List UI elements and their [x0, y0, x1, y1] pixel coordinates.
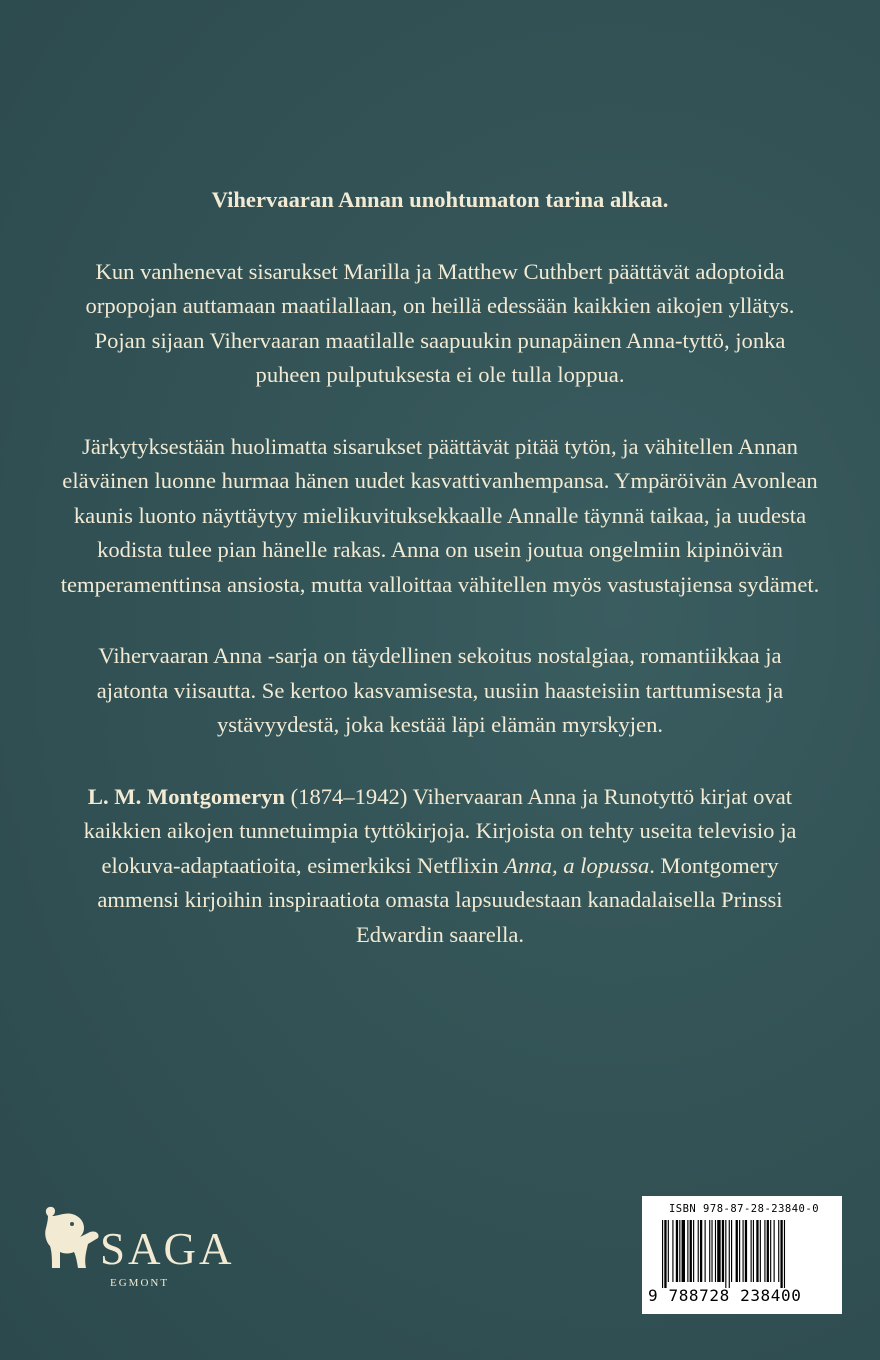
- isbn-label: ISBN 978-87-28-23840-0: [668, 1203, 820, 1215]
- adaptation-title: Anna, a lopussa: [504, 852, 650, 878]
- publisher-logo: [40, 1202, 240, 1302]
- blurb-text: [60, 183, 820, 952]
- barcode-bars: [662, 1220, 834, 1288]
- author-bio: [60, 780, 820, 953]
- publisher-name: SAGA: [100, 1224, 235, 1274]
- author-bio-text-2: . Montgomery ammensi kirjoihin inspiraatiota omasta lapsuudestaan kanadalaisella Prinssi Edwardin saarella.: [97, 852, 783, 947]
- isbn-barcode: [642, 1196, 842, 1314]
- paragraph-1: Kun vanhenevat sisarukset Marilla ja Matthew Cuthbert päättävät adoptoida orpopojan auttamaan maatilallaan, on heillä edessään kaikkien aikojen yllätys. Pojan sijaan Vihervaaran maatilalle saapuukin punapäinen Anna-tyttö, jonka puheen pulputuksesta ei ole tulla loppua.: [85, 258, 795, 387]
- author-bio-text-1: (1874–1942) Vihervaaran Anna ja Runotyttö kirjat ovat kaikkien aikojen tunnetuimpia tyttökirjoja. Kirjoista on tehty useita televisio ja elokuva-adaptaatioita, esimerkiksi Netflixin: [83, 783, 797, 878]
- paragraph-3: Vihervaaran Anna -sarja on täydellinen sekoitus nostalgiaa, romantiikkaa ja ajatonta viisautta. Se kertoo kasvamisesta, uusiin haasteisiin tarttumisesta ja ystävyydestä, joka kestää läpi elämän myrskyjen.: [96, 643, 784, 737]
- headline: Vihervaaran Annan unohtumaton tarina alkaa.: [211, 187, 669, 212]
- paragraph-2: Järkytyksestään huolimatta sisarukset päättävät pitää tytön, ja vähitellen Annan eläväinen luonne hurmaa hänen uudet kasvattivanhempansa. Ympäröivän Avonlean kaunis luonto näyttäytyy mielikuvituksekkaalle Annalle täynnä taikaa, ja uudesta kodista tulee pian hänelle rakas. Anna on usein joutua ongelmiin kipinöivän temperamenttinsa ansiosta, mutta valloittaa vähitellen myös vastustajiensa sydämet.: [60, 433, 820, 597]
- author-name: L. M. Montgomeryn: [87, 783, 285, 809]
- elephant-logo-icon: [40, 1202, 104, 1272]
- publisher-sub: EGMONT: [110, 1277, 170, 1289]
- barcode-digits: 9 788728 238400: [648, 1286, 802, 1305]
